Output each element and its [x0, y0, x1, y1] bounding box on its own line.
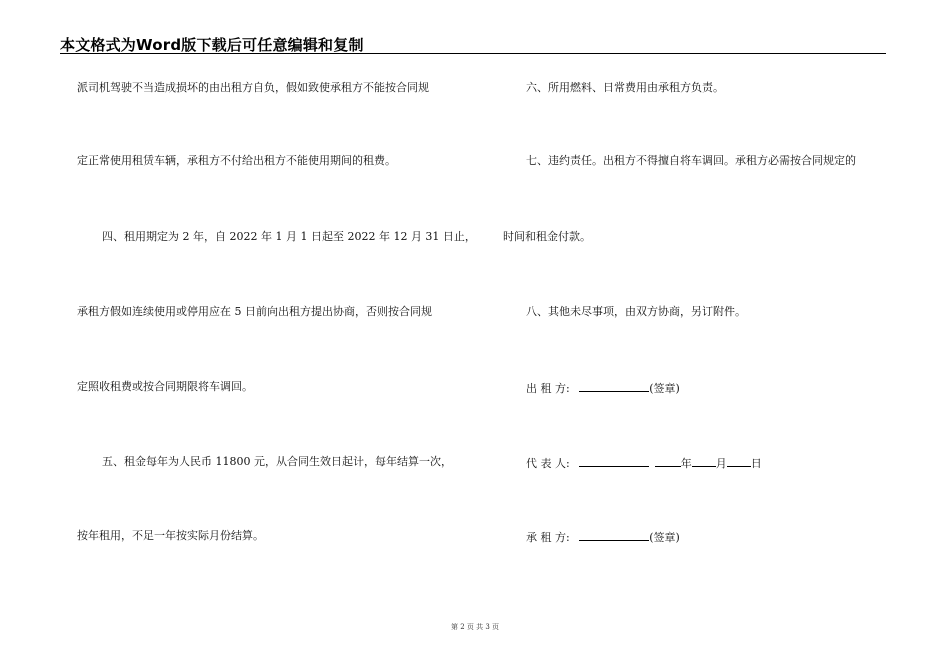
- left-line-2: 定正常使用租赁车辆，承租方不付给出租方不能使用期间的租费。: [77, 154, 396, 167]
- right-line-3: 时间和租金付款。: [503, 230, 591, 243]
- page-number-footer: 第 2 页 共 3 页: [450, 623, 500, 631]
- left-line-7: 按年租用，不足一年按实际月份结算。: [77, 529, 264, 542]
- lessee-label: 承 租 方:: [526, 531, 570, 544]
- month-blank: [692, 455, 716, 467]
- right-line-clause-7: 七、违约责任。出租方不得擅自将车调回。承租方必需按合同规定的: [526, 154, 856, 167]
- lessor-signature-line: [526, 380, 680, 396]
- left-line-clause-4: 四、租用期定为 2 年，自 2022 年 1 月 1 日起至 2022 年 12 月 31 日止，: [102, 230, 476, 243]
- lessee-signature-blank: [579, 529, 649, 541]
- right-line-clause-8: 八、其他未尽事项，由双方协商，另订附件。: [526, 305, 746, 318]
- left-line-5: 定照收租费或按合同期限将车调回。: [77, 380, 253, 393]
- lessor-label: 出 租 方:: [526, 382, 570, 395]
- lessor-seal-label: (签章): [649, 382, 680, 395]
- day-blank: [727, 455, 751, 467]
- month-label: 月: [715, 457, 727, 470]
- header-divider: [60, 53, 886, 54]
- left-line-1: 派司机驾驶不当造成损坏的由出租方自负，假如致使承租方不能按合同规: [77, 81, 429, 94]
- lessee-seal-label: (签章): [649, 531, 680, 544]
- representative-signature-blank: [579, 455, 649, 467]
- day-label: 日: [750, 457, 762, 470]
- representative-signature-line: [526, 455, 762, 471]
- left-line-4: 承租方假如连续使用或停用应在 5 日前向出租方提出协商，否则按合同规: [77, 305, 432, 318]
- lessor-signature-blank: [579, 380, 649, 392]
- year-blank: [655, 455, 681, 467]
- representative-label: 代 表 人:: [526, 457, 570, 470]
- right-line-clause-6: 六、所用燃料、日常费用由承租方负责。: [526, 81, 724, 94]
- document-header-title: 本文格式为Word版下载后可任意编辑和复制: [60, 36, 364, 54]
- lessee-signature-line: [526, 529, 680, 545]
- year-label: 年: [680, 457, 692, 470]
- left-line-clause-5: 五、租金每年为人民币 11800 元，从合同生效日起计，每年结算一次，: [102, 455, 452, 468]
